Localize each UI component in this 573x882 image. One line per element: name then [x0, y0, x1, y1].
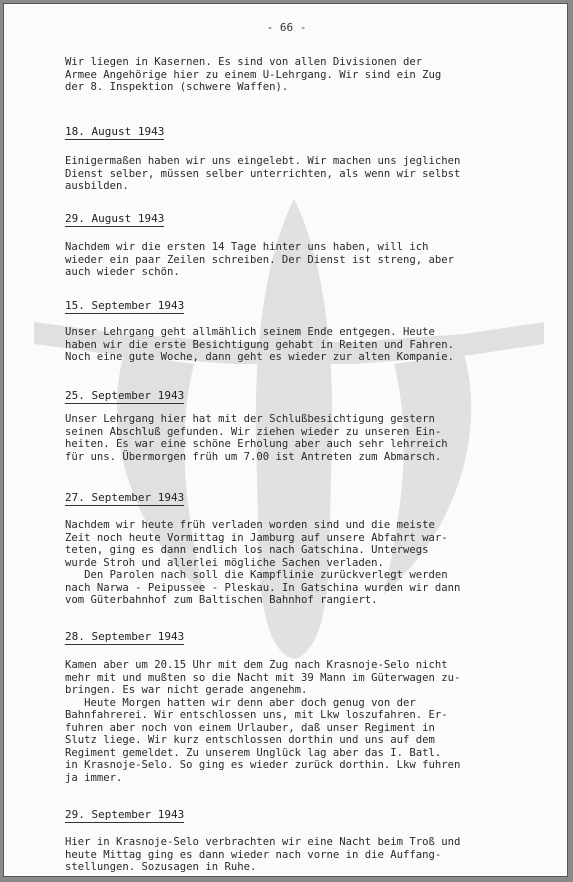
text-line: in Krasnoje-Selo. So ging es wieder zurück dorthin. Lkw fuhren — [65, 759, 461, 771]
text-line: Wir liegen in Kasernen. Es sind von allen Divisionen der — [65, 56, 423, 68]
text-line: Heute Morgen hatten wir denn aber doch genug von der — [65, 696, 416, 709]
text-line: Nachdem wir heute früh verladen worden sind und die meiste — [65, 519, 435, 531]
text-line: wieder ein paar Zeilen schreiben. Der Dienst ist streng, aber — [65, 253, 455, 266]
text-line: bringen. Es war nicht gerade angenehm. — [65, 684, 308, 696]
text-line: seinen Abschluß gefunden. Wir ziehen wieder zu unseren Ein- — [65, 425, 442, 438]
entry-date-heading: 25. September 1943 — [65, 389, 185, 402]
text-line: Regiment gemeldet. Zu unserem Unglück lag aber das I. Batl. — [65, 746, 442, 759]
text-line: nach Narwa - Peipussee - Pleskau. In Gatschina wurden wir dann — [65, 581, 461, 594]
entry-paragraph — [65, 836, 550, 874]
entry-paragraph — [65, 413, 550, 463]
entry-paragraph — [65, 659, 550, 784]
page-number: - 66 - — [266, 21, 307, 34]
entry-date-heading: 18. August 1943 — [65, 125, 165, 138]
text-line: Unser Lehrgang geht allmählich seinem Ende entgegen. Heute — [65, 326, 435, 338]
entry-paragraph — [65, 326, 550, 364]
text-line: mehr mit und mußten so die Nacht mit 39 Mann im Güterwagen zu- — [65, 671, 461, 684]
entry-paragraph — [65, 519, 550, 607]
text-line: Einigermaßen haben wir uns eingelebt. Wir machen uns jeglichen — [65, 155, 461, 167]
intro-paragraph — [65, 56, 550, 94]
text-line: vom Güterbahnhof zum Baltischen Bahnhof rangiert. — [65, 594, 378, 606]
text-line: Unser Lehrgang hier hat mit der Schlußbesichtigung gestern — [65, 413, 435, 425]
text-line: Armee Angehörige hier zu einem U-Lehrgang. Wir sind ein Zug — [65, 68, 442, 81]
text-line: fuhren aber noch von einem Urlauber, daß unser Regiment in — [65, 721, 435, 734]
text-line: Kamen aber um 20.15 Uhr mit dem Zug nach Krasnoje-Selo nicht — [65, 659, 448, 671]
text-line: Dienst selber, müssen selber unterrichten, als wenn wir selbst — [65, 167, 461, 180]
document-page — [3, 3, 568, 877]
entry-date-heading: 27. September 1943 — [65, 491, 185, 504]
text-line: ja immer. — [65, 771, 123, 784]
text-line: stellungen. Sozusagen in Ruhe. — [65, 861, 257, 873]
text-line: haben wir die erste Besichtigung gehabt in Reiten und Fahren. — [65, 338, 455, 351]
text-line: teten, ging es dann endlich los nach Gatschina. Unterwegs — [65, 544, 429, 556]
text-line: Bahnfahrerei. Wir entschlossen uns, mit Lkw loszufahren. Er- — [65, 709, 448, 721]
text-line: Hier in Krasnoje-Selo verbrachten wir eine Nacht beim Troß und — [65, 836, 461, 848]
entry-date-heading: 15. September 1943 — [65, 299, 185, 312]
text-line: Den Parolen nach soll die Kampflinie zurückverlegt werden — [65, 569, 448, 581]
text-line: auch wieder schön. — [65, 266, 180, 278]
text-line: der 8. Inspektion (schwere Waffen). — [65, 81, 289, 93]
text-line: für uns. Übermorgen früh um 7.00 ist Antreten zum Abmarsch. — [65, 450, 442, 463]
text-line: Nachdem wir die ersten 14 Tage hinter uns haben, will ich — [65, 241, 429, 253]
text-line: Slutz liege. Wir kurz entschlossen dorthin und uns auf dem — [65, 734, 435, 746]
entry-date-heading: 28. September 1943 — [65, 630, 185, 643]
text-line: Noch eine gute Woche, dann geht es wieder zur alten Kompanie. — [65, 351, 455, 363]
text-line: Zeit noch heute Vormittag in Jamburg auf unsere Abfahrt war- — [65, 531, 448, 544]
text-line: wurde Stroh und allerlei mögliche Sachen verladen. — [65, 556, 384, 569]
text-line: ausbilden. — [65, 180, 129, 192]
entry-paragraph — [65, 155, 550, 193]
entry-paragraph — [65, 241, 550, 279]
text-line: heute Mittag ging es dann wieder nach vorne in die Auffang- — [65, 848, 442, 861]
entry-date-heading: 29. August 1943 — [65, 212, 165, 225]
text-line: heiten. Es war eine schöne Erholung aber auch sehr lehrreich — [65, 438, 448, 450]
entry-date-heading: 29. September 1943 — [65, 808, 185, 821]
